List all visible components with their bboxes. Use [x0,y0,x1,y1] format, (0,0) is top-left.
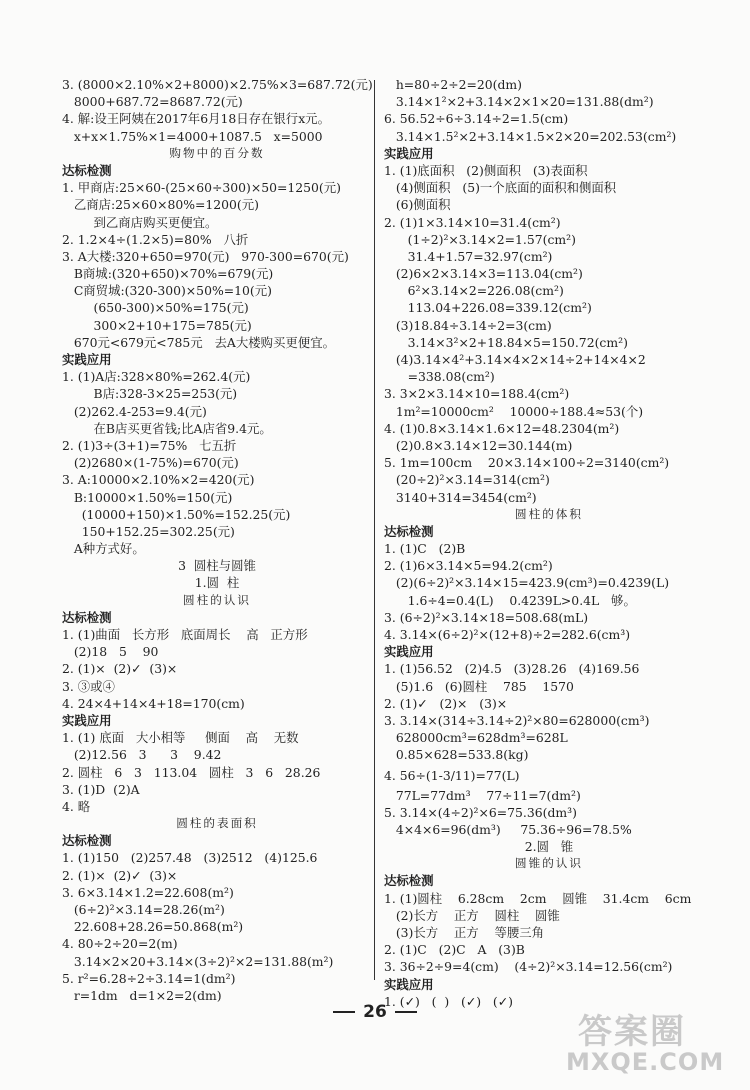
answer-line: 4. 24×4+14×4+18=170(cm) [62,695,245,711]
answer-line: (5)1.6 (6)圆柱 785 1570 [384,678,574,694]
watermark-text: 答案圈 [578,1012,686,1052]
answer-line: 3.14×1.5²×2+3.14×1.5×2×20=202.53(cm²) [384,128,677,144]
answer-line: 5. 3.14×(4÷2)²×6=75.36(dm³) [384,804,577,820]
answer-line: 2. (1)3÷(3+1)=75% 七五折 [62,437,237,453]
topic-title: 圆柱的表面积 [176,816,258,831]
answer-line: 4. 略 [62,798,91,814]
column-divider [374,80,375,980]
answer-line: 3.14×3²×2+18.84×5=150.72(cm²) [384,334,628,350]
section-heading: 达标检测 [384,873,434,889]
answer-line: 1. (1)56.52 (2)4.5 (3)28.26 (4)169.56 [384,661,640,677]
answer-line: 到乙商店购买更便宜。 [62,214,218,230]
answer-line: (3)长方 正方 等腰三角 [384,925,545,940]
answer-line: 3. 3×2×3.14×10=188.4(cm²) [384,386,570,402]
answer-line: (4)侧面积 (5)一个底面的面积和侧面积 [384,180,617,196]
answer-line: 4. 56÷(1-3/11)=77(L) [384,767,520,783]
answer-line: x+x×1.75%×1=4000+1087.5 x=5000 [62,128,323,144]
answer-line: 77L=77dm³ 77÷11=7(dm²) [384,787,581,803]
section-heading: 实践应用 [62,712,112,728]
answer-line: 2. (1)× (2)✓ (3)× [62,867,178,883]
answer-line: 1. (1)A店:328×80%=262.4(元) [62,369,251,385]
answer-line: 3.14×1²×2+3.14×2×1×20=131.88(dm²) [384,94,654,110]
answer-line: (650-300)×50%=175(元) [62,300,249,316]
answer-line: B店:328-3×25=253(元) [62,386,238,402]
section-heading: 达标检测 [62,609,112,625]
answer-line: 1. 甲商店:25×60-(25×60÷300)×50=1250(元) [62,180,341,196]
answer-line: 5. 1m=100cm 20×3.14×100÷2=3140(cm²) [384,455,670,471]
answer-line: 113.04+226.08=339.12(cm²) [384,300,592,316]
answer-line: 4×4×6=96(dm³) 75.36÷96=78.5% [384,821,632,837]
answer-line: C商贸城:(320-300)×50%=10(元) [62,283,272,299]
answer-line: 31.4+1.57=32.97(cm²) [384,248,553,264]
answer-line: 4. 3.14×(6÷2)²×(12+8)÷2=282.6(cm³) [384,627,631,642]
answer-line: 1. (1)底面积 (2)侧面积 (3)表面积 [384,162,588,178]
answer-line: 3. (1)D (2)A [62,781,140,797]
answer-line: 在B店买更省钱;比A店省9.4元。 [62,420,272,436]
answer-line: 4. (1)0.8×3.14×1.6×12=48.2304(m²) [384,420,620,436]
answer-line: 3. A大楼:320+650=970(元) 970-300=670(元) [62,248,349,264]
answer-line: (2)长方 正方 圆柱 圆锥 [384,907,560,923]
answer-line: =338.08(cm²) [384,369,495,385]
answer-line: (2)6×2×3.14×3=113.04(cm²) [384,266,583,282]
watermark-logo [560,1002,745,1086]
answer-line: 4. 80÷2÷20=2(m) [62,936,178,952]
answer-line: 8000+687.72=8687.72(元) [62,94,243,110]
answer-line: (2)18 5 90 [62,644,159,660]
answer-line: 2. 圆柱 6 3 113.04 圆柱 3 6 28.26 [62,764,321,780]
answer-line: 1. (1) 底面 大小相等 侧面 高 无数 [62,730,299,746]
answer-line: 2. (1)6×3.14×5=94.2(cm²) [384,558,553,574]
answer-line: 2. (1)✓ (2)× (3)× [384,695,508,711]
topic-title: 1.圆 柱 [194,575,240,591]
section-heading: 达标检测 [62,833,112,849]
answer-line: (2)(6÷2)²×3.14×15=423.9(cm³)=0.4239(L) [384,575,670,591]
answer-line: B:10000×1.50%=150(元) [62,489,233,505]
topic-title: 2.圆 锥 [524,839,574,855]
answer-line: B商城:(320+650)×70%=679(元) [62,266,274,282]
section-heading: 达标检测 [62,162,112,178]
answer-line: 2. (1)× (2)✓ (3)× [62,661,178,677]
answer-line: 628000cm³=628dm³=628L [384,730,568,746]
topic-title: 3 圆柱与圆锥 [178,558,256,574]
answer-line: 3. 36÷2÷9=4(cm) (4÷2)²×3.14=12.56(cm²) [384,959,673,975]
section-heading: 实践应用 [62,352,112,367]
section-heading: 达标检测 [384,523,434,539]
answer-line: (4)3.14×4²+3.14×4×2×14÷2+14×4×2 [384,352,646,367]
answer-line: 3140+314=3454(cm²) [384,489,537,505]
answer-line: 1. (1)曲面 长方形 底面周长 高 正方形 [62,627,308,642]
answer-line: 2. (1)1×3.14×10=31.4(cm²) [384,214,561,230]
answer-line: 3. 3.14×(314÷3.14÷2)²×80=628000(cm³) [384,712,650,728]
topic-title: 圆柱的认识 [183,592,251,607]
answer-line: 1.6÷4=0.4(L) 0.4239L>0.4L 够。 [384,592,636,608]
answer-line: 22.608+28.26=50.868(m²) [62,919,244,935]
answer-line: 150+152.25=302.25(元) [62,523,235,539]
answer-line: 1m²=10000cm² 10000÷188.4≈53(个) [384,403,644,419]
answer-line: (6)侧面积 [384,197,451,213]
answer-line: (3)18.84÷3.14÷2=3(cm) [384,317,552,333]
answer-line: (2)0.8×3.14×12=30.144(m) [384,437,573,453]
answer-line: (2)262.4-253=9.4(元) [62,403,207,419]
answer-line: 6. 56.52÷6÷3.14÷2=1.5(cm) [384,111,569,127]
answer-line: 5. r²=6.28÷2÷3.14=1(dm²) [62,970,236,986]
answer-line: 1. (1)150 (2)257.48 (3)2512 (4)125.6 [62,850,318,866]
right-column [384,76,714,1010]
topic-title: 圆柱的体积 [515,506,583,521]
answer-line: A种方式好。 [62,541,145,557]
section-heading: 实践应用 [384,145,434,161]
watermark-url: MXQE.COM [566,1048,725,1076]
topic-title: 购物中的百分数 [169,145,265,160]
answer-line: 670元<679元<785元 去A大楼购买更便宜。 [62,334,335,350]
section-heading: 实践应用 [384,644,434,660]
footer-dash-left [333,1011,355,1013]
footer-dash-right [395,1011,417,1013]
answer-line: r=1dm d=1×2=2(dm) [62,987,222,1003]
answer-line: 6²×3.14×2=226.08(cm²) [384,283,564,299]
answer-line: 3. 6×3.14×1.2=22.608(m²) [62,884,234,900]
answer-line: (6÷2)²×3.14=28.26(m²) [62,902,225,917]
section-heading: 实践应用 [384,976,434,992]
answer-line: 0.85×628=533.8(kg) [384,747,529,763]
answer-line: 2. (1)C (2)C A (3)B [384,942,525,958]
answer-line: 4. 解:设王阿姨在2017年6月18日存在银行x元。 [62,111,330,127]
answer-line: 3. (6÷2)²×3.14×18=508.68(mL) [384,609,589,625]
answer-line: (20÷2)²×3.14=314(cm²) [384,472,550,488]
answer-line: h=80÷2÷2=20(dm) [384,77,522,92]
answer-line: 300×2+10+175=785(元) [62,317,252,333]
answer-line: 2. 1.2×4÷(1.2×5)=80% 八折 [62,231,249,247]
answer-line: 3. (8000×2.10%×2+8000)×2.75%×3=687.72(元) [62,77,373,92]
answer-line: (1÷2)²×3.14×2=1.57(cm²) [384,231,576,247]
answer-line: 3.14×2×20+3.14×(3÷2)²×2=131.88(m²) [62,953,334,969]
answer-line: (10000+150)×1.50%=152.25(元) [62,506,291,522]
page-number: 26 [363,1002,387,1022]
topic-title: 圆锥的认识 [515,856,583,871]
answer-line: 1. (1)圆柱 6.28cm 2cm 圆锥 31.4cm 6cm [384,890,692,906]
answer-line: 1. (✓) ( ) (✓) (✓) [384,993,513,1009]
answer-line: (2)2680×(1-75%)=670(元) [62,455,239,471]
left-column [62,76,372,1004]
answer-line: 乙商店:25×60×80%=1200(元) [62,197,259,213]
answer-line: (2)12.56 3 3 9.42 [62,747,222,763]
answer-line: 3. ③或④ [62,678,115,694]
answer-line: 3. A:10000×2.10%×2=420(元) [62,472,255,488]
answer-line: 1. (1)C (2)B [384,541,466,557]
